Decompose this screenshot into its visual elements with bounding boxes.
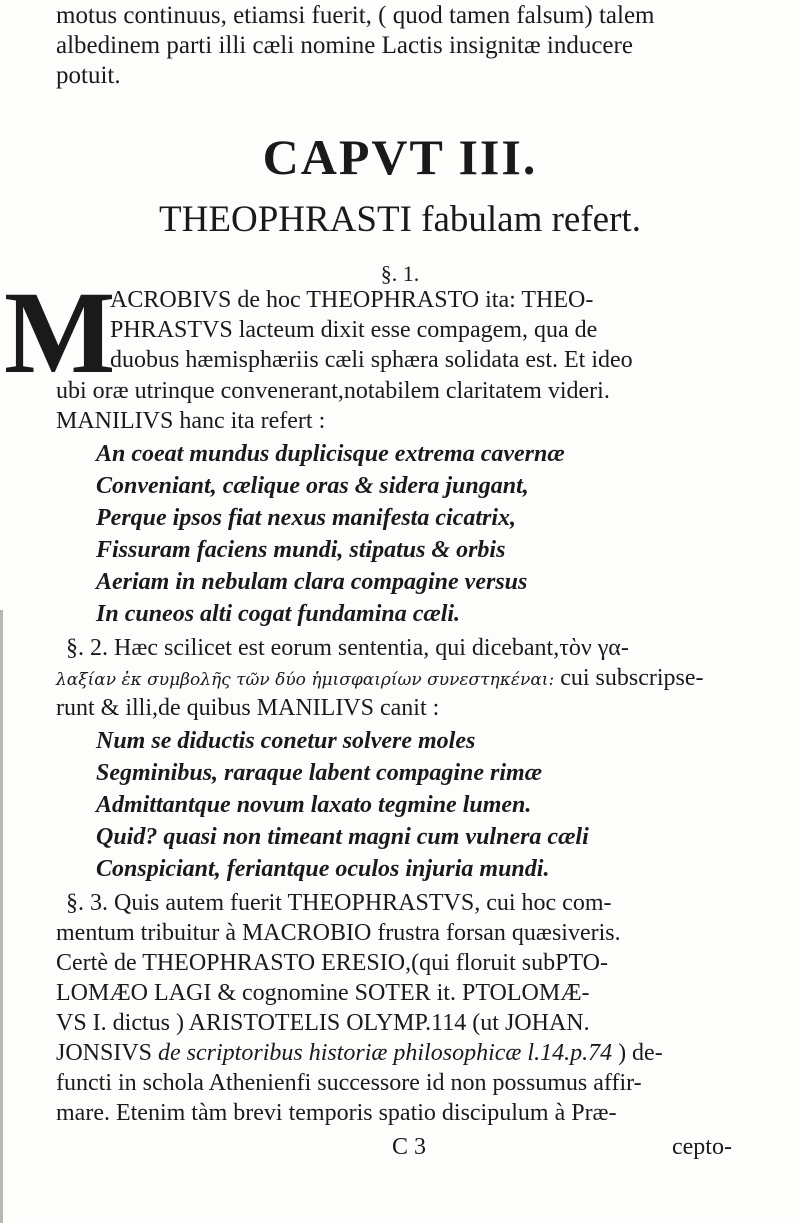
binding-edge (0, 610, 3, 1223)
text-line: §. 3. Quis autem fuerit THEOPHRASTVS, cui hoc com- (66, 890, 612, 916)
verse-line: Segminibus, raraque labent compagine rimæ (96, 760, 543, 786)
verse-line: Aeriam in nebulam clara compagine versus (96, 569, 528, 595)
section-number: §. 1. (380, 261, 420, 286)
verse-line: Perque ipsos fiat nexus manifesta cicatrix, (96, 505, 516, 531)
greek-phrase: λαξίαν ἐκ συμβολῆς τῶν δύο ἡμισφαιρίων συνεστηκέναι: (56, 670, 555, 690)
verse-line: Conveniant, cælique oras & sidera jungant, (96, 473, 529, 499)
text-line: PHRASTVS lacteum dixit esse compagem, qua de (110, 317, 598, 343)
text-line: albedinem parti illi cæli nomine Lactis insignitæ inducere (56, 32, 633, 59)
text-line: LOMÆO LAGI & cognomine SOTER it. PTOLOMÆ- (56, 980, 590, 1006)
text-line: mentum tribuitur à MACROBIO frustra forsan quæsiveris. (56, 920, 621, 946)
text-line: runt & illi,de quibus MANILIVS canit : (56, 695, 440, 721)
text-line: duobus hæmisphæriis cæli sphæra solidata est. Et ideo (110, 347, 633, 373)
text-line: §. 2. Hæc scilicet est eorum sententia, qui dicebant,τὸν γα- (66, 635, 629, 661)
text-line: motus continuus, etiamsi fuerit, ( quod tamen falsum) talem (56, 2, 655, 29)
text-line: potuit. (56, 62, 121, 89)
text-line: functi in schola Athenienfi successore id non possumus affir- (56, 1070, 642, 1096)
text-line: ACROBIVS de hoc THEOPHRASTO ita: THEO- (110, 287, 594, 313)
signature-mark: C 3 (392, 1134, 427, 1160)
text-line: mare. Etenim tàm brevi temporis spatio discipulum à Præ- (56, 1100, 617, 1126)
text-line: MANILIVS hanc ita refert : (56, 408, 326, 434)
text-fragment: cui subscripse- (554, 665, 704, 691)
drop-cap: M (4, 267, 116, 398)
verse-line: An coeat mundus duplicisque extrema cavernæ (96, 441, 565, 467)
verse-line: In cuneos alti cogat fundamina cæli. (96, 601, 461, 627)
text-line: VS I. dictus ) ARISTOTELIS OLYMP.114 (ut JOHAN. (56, 1010, 590, 1036)
verse-line: Conspiciant, feriantque oculos injuria mundi. (96, 856, 550, 882)
text-line: ubi oræ utrinque convenerant,notabilem claritatem videri. (56, 378, 610, 404)
text-fragment: JONSIVS (56, 1040, 153, 1066)
verse-line: Fissuram faciens mundi, stipatus & orbis (96, 537, 506, 563)
chapter-title: CAPVT III. (262, 129, 538, 185)
verse-line: Quid? quasi non timeant magni cum vulnera cæli (96, 824, 589, 850)
text-fragment: ) de- (618, 1040, 663, 1066)
text-line (56, 664, 704, 694)
text-line: Certè de THEOPHRASTO ERESIO,(qui floruit subPTO- (56, 950, 608, 976)
citation: de scriptoribus historiæ philosophicæ l.14.p.74 (158, 1040, 613, 1066)
text-line (56, 1039, 663, 1067)
chapter-subtitle: THEOPHRASTI fabulam refert. (159, 199, 641, 240)
catchword: cepto- (672, 1134, 732, 1160)
verse-line: Admittantque novum laxato tegmine lumen. (96, 792, 532, 818)
verse-line: Num se diductis conetur solvere moles (96, 728, 476, 754)
